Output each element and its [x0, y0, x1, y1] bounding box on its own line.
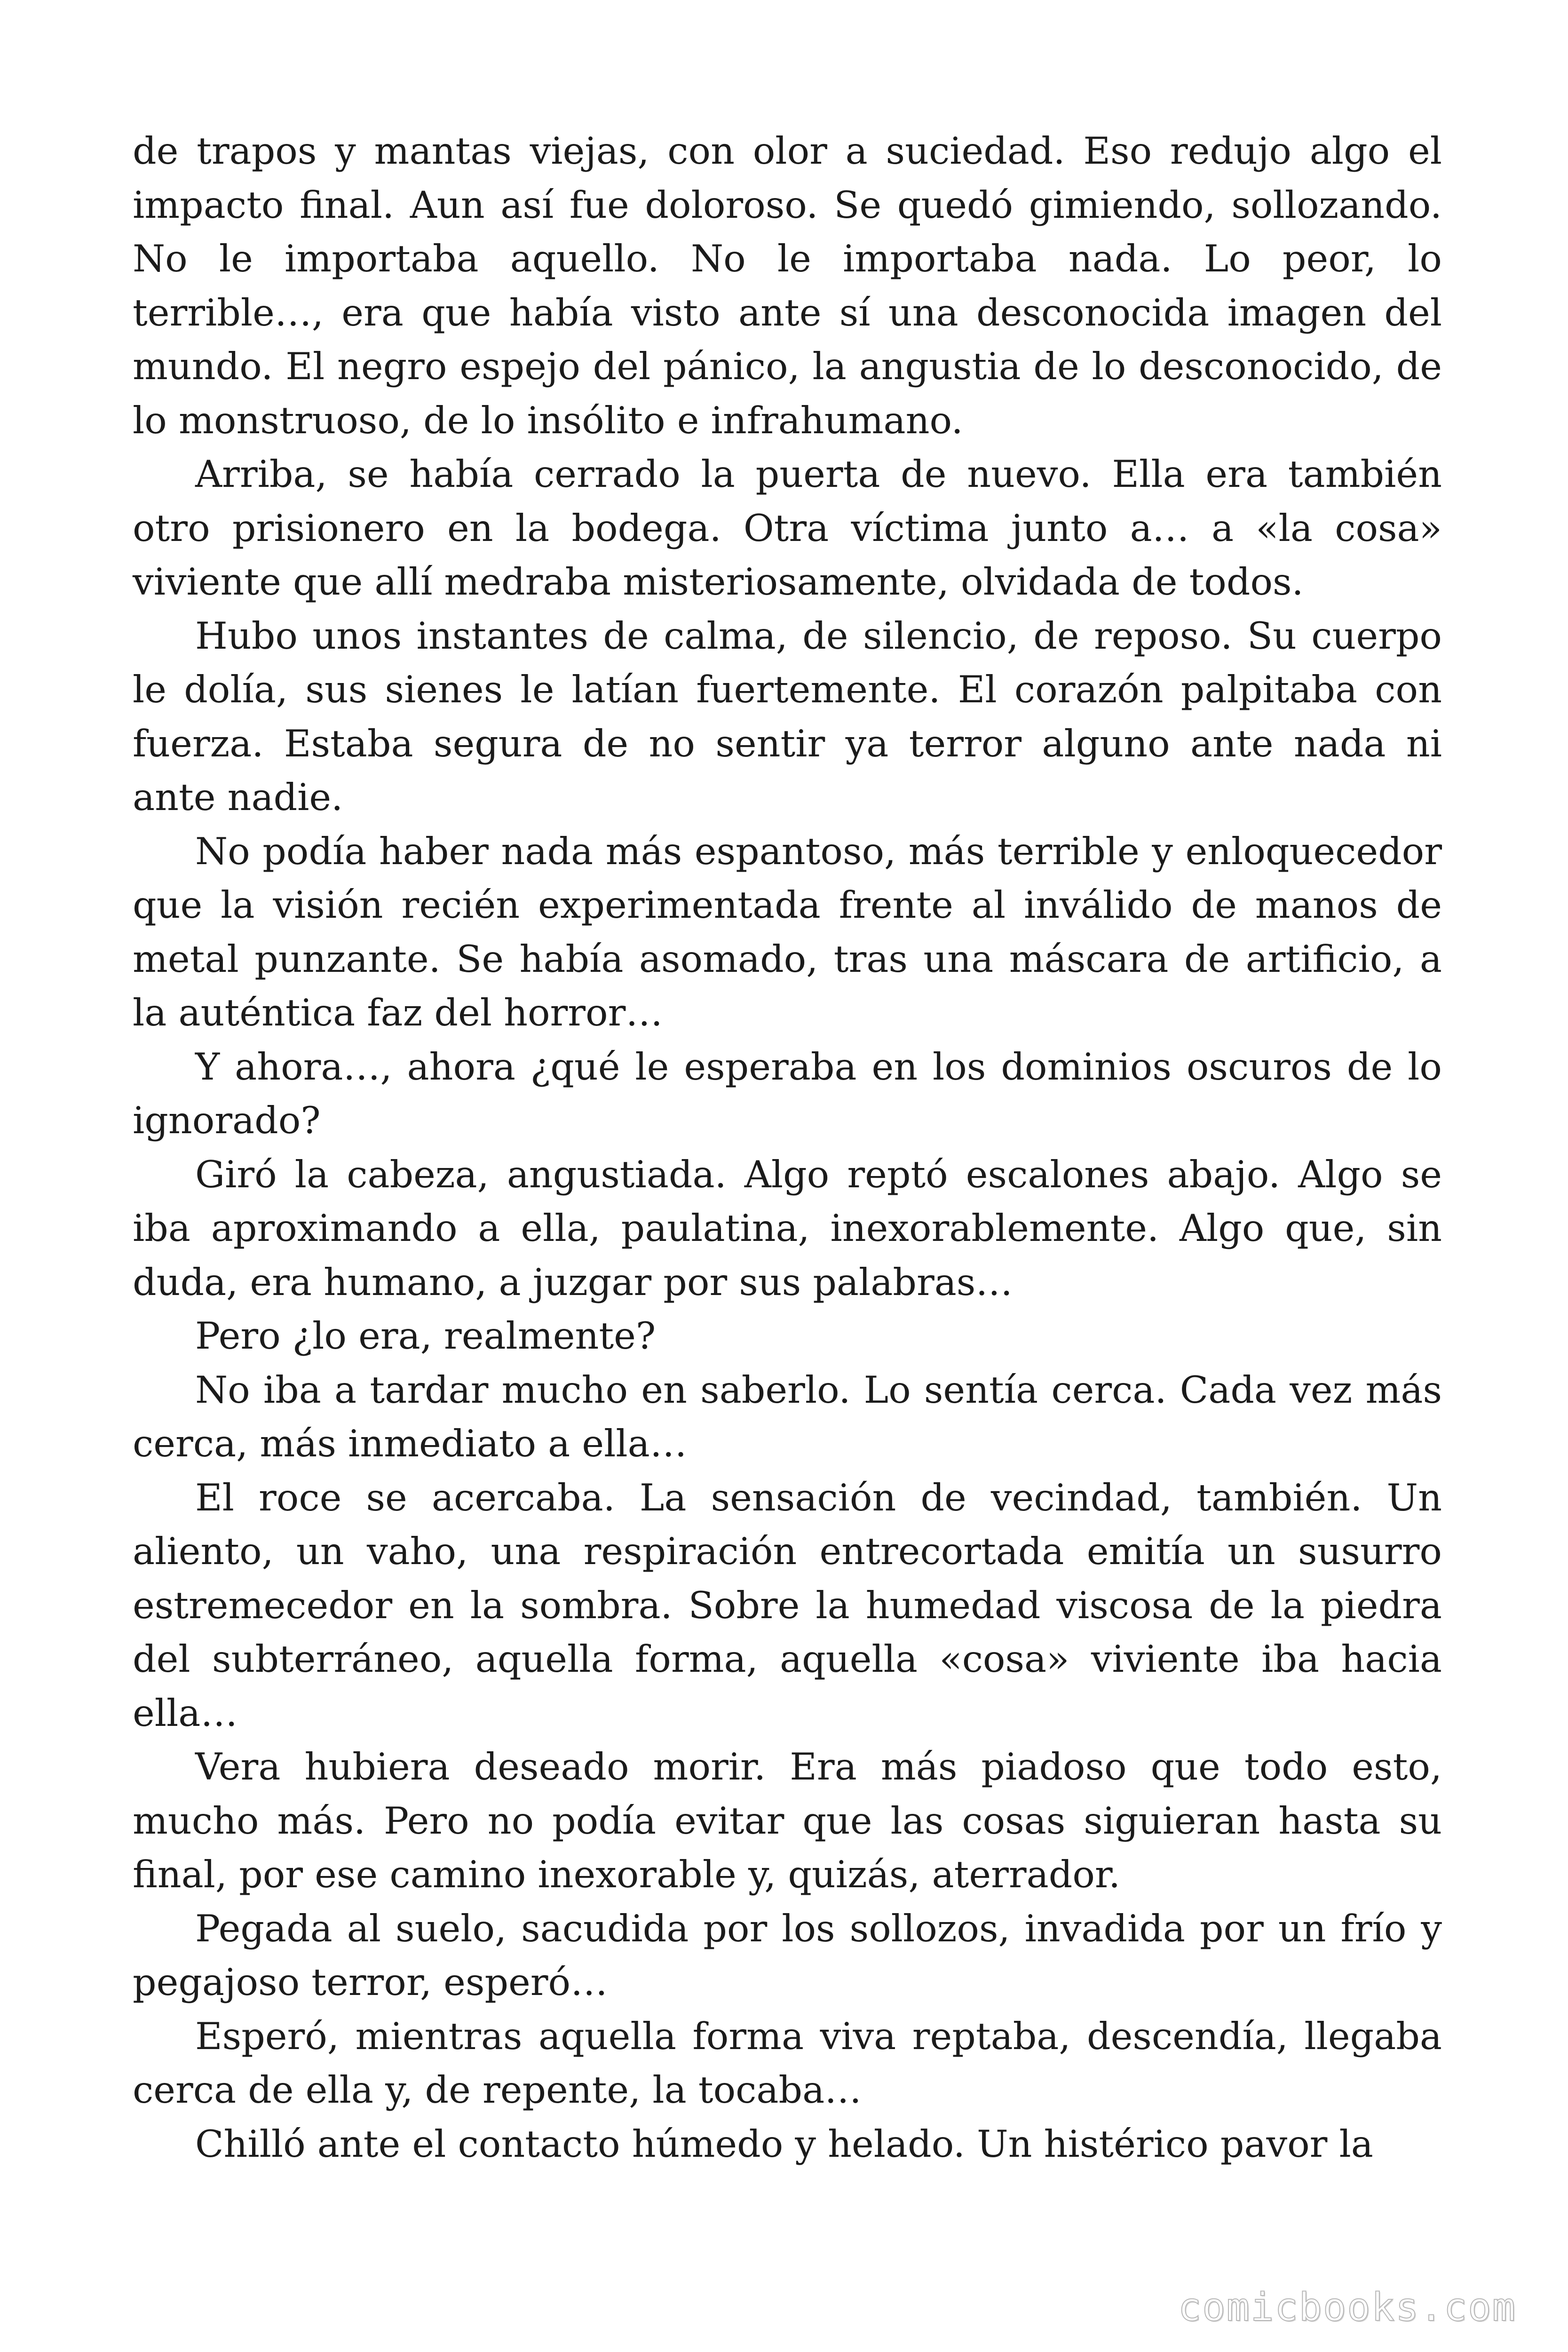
paragraph-7: Pero ¿lo era, realmente?: [195, 1314, 656, 1358]
paragraph-1: de trapos y mantas viejas, con olor a suciedad. Eso redujo algo el impacto final. Aun así fue doloroso. Se quedó gimiendo, sollozando. No le importaba aquello. No le importaba nada. Lo peor, lo terrible…, era que había visto ante sí una desconocida imagen del mundo. El negro espejo del pánico, la angustia de lo desconocido, de lo monstruoso, de lo insólito e infrahumano.: [133, 129, 1442, 442]
paragraph-9: El roce se acercaba. La sensación de vecindad, también. Un aliento, un vaho, una respiración entrecortada emitía un susurro estremecedor en la sombra. Sobre la humedad viscosa de la piedra del subterráneo, aquella forma, aquella «cosa» viviente iba hacia ella…: [133, 1476, 1442, 1735]
paragraph-2: Arriba, se había cerrado la puerta de nuevo. Ella era también otro prisionero en la bodega. Otra víctima junto a… a «la cosa» viviente que allí medraba misteriosamente, olvidada de todos.: [133, 453, 1442, 604]
page-body: [133, 124, 1442, 2171]
paragraph-6: Giró la cabeza, angustiada. Algo reptó escalones abajo. Algo se iba aproximando a ella, paulatina, inexorablemente. Algo que, sin duda, era humano, a juzgar por sus palabras…: [133, 1152, 1442, 1304]
paragraph-10: Vera hubiera deseado morir. Era más piadoso que todo esto, mucho más. Pero no podía evitar que las cosas siguieran hasta su final, por ese camino inexorable y, quizás, aterrador.: [133, 1745, 1442, 1896]
paragraph-5: Y ahora…, ahora ¿qué le esperaba en los dominios oscuros de lo ignorado?: [133, 1045, 1442, 1142]
watermark: comicbooks.com: [1178, 2285, 1516, 2330]
paragraph-13: Chilló ante el contacto húmedo y helado. Un histérico pavor la: [195, 2122, 1373, 2166]
paragraph-3: Hubo unos instantes de calma, de silencio, de reposo. Su cuerpo le dolía, sus sienes le latían fuertemente. El corazón palpitaba con fuerza. Estaba segura de no sentir ya terror alguno ante nada ni ante nadie.: [133, 614, 1442, 819]
paragraph-4: No podía haber nada más espantoso, más terrible y enloquecedor que la visión recién experimentada frente al inválido de manos de metal punzante. Se había asomado, tras una máscara de artificio, a la auténtica faz del horror…: [133, 829, 1442, 1034]
paragraph-11: Pegada al suelo, sacudida por los sollozos, invadida por un frío y pegajoso terror, esperó…: [133, 1907, 1442, 2004]
paragraph-12: Esperó, mientras aquella forma viva reptaba, descendía, llegaba cerca de ella y, de repente, la tocaba…: [133, 2014, 1442, 2112]
paragraph-8: No iba a tardar mucho en saberlo. Lo sentía cerca. Cada vez más cerca, más inmediato a ella…: [133, 1368, 1442, 1465]
